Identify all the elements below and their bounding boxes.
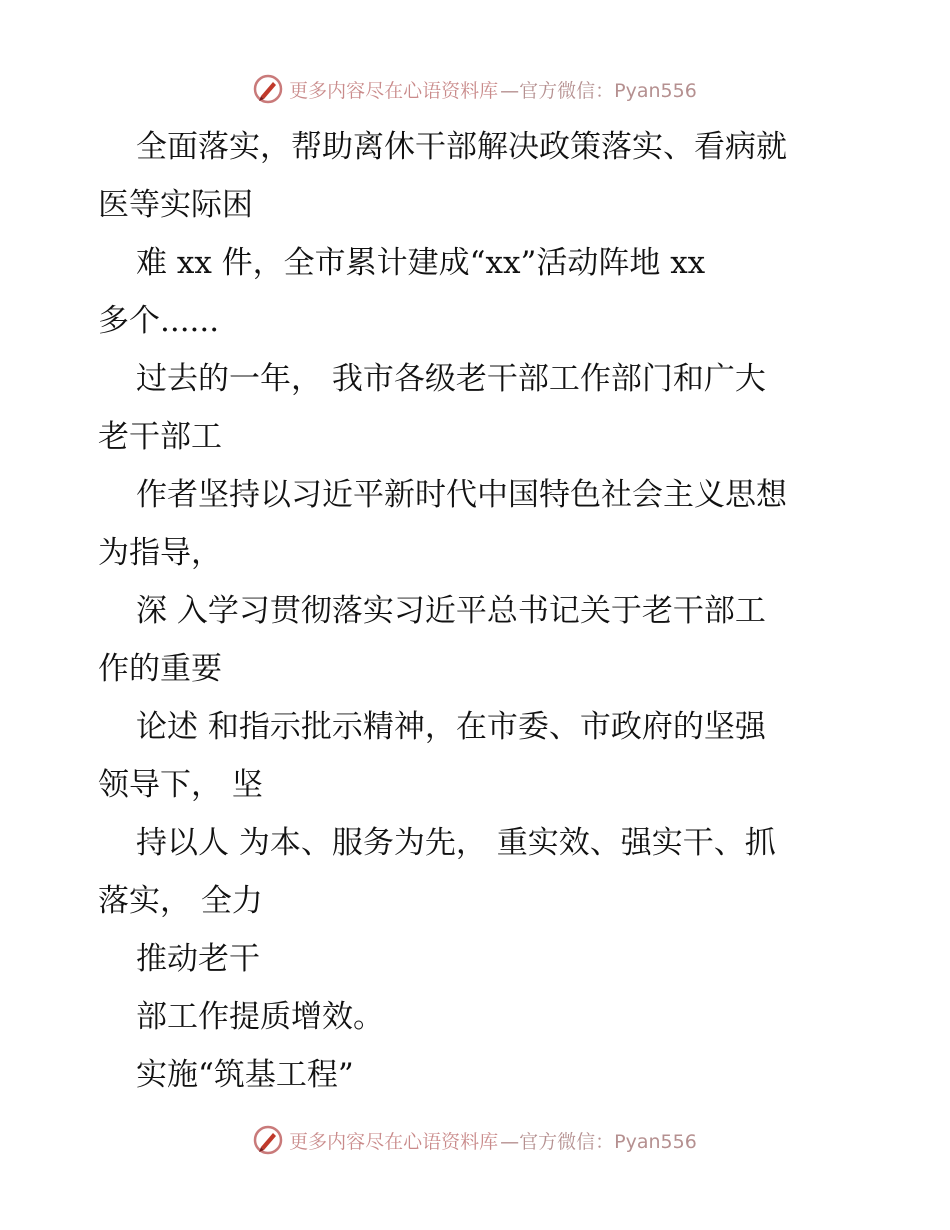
- paragraph-line: 过去的一年， 我市各级老干部工作部门和广大: [136, 361, 766, 397]
- document-body: [98, 118, 858, 1104]
- paragraph-line: 作的重要: [98, 651, 222, 687]
- pen-logo-icon: [253, 1125, 283, 1155]
- watermark-sub-text: —官方微信：Pyan556: [500, 79, 697, 102]
- paragraph-line: 深 入学习贯彻落实习近平总书记关于老干部工: [136, 593, 766, 629]
- paragraph-line: 推动老干: [136, 941, 260, 977]
- paragraph-line: 为指导，: [98, 535, 222, 571]
- paragraph-line: 医等实际困: [98, 187, 253, 223]
- pen-logo-icon: [253, 74, 283, 104]
- header-watermark: [0, 72, 950, 106]
- paragraph-line: 难 xx 件，全市累计建成“xx”活动阵地 xx: [136, 245, 706, 281]
- paragraph-line: 持以人 为本、服务为先， 重实效、强实干、抓: [136, 825, 776, 861]
- paragraph-line: 作者坚持以习近平新时代中国特色社会主义思想: [136, 477, 787, 513]
- watermark-main-text: 更多内容尽在心语资料库: [289, 79, 499, 102]
- paragraph-line: 领导下， 坚: [98, 767, 263, 803]
- paragraph-line: 多个......: [98, 303, 220, 339]
- watermark-sub-text: —官方微信：Pyan556: [500, 1130, 697, 1153]
- footer-watermark: [0, 1123, 950, 1157]
- paragraph-line: 全面落实，帮助离休干部解决政策落实、看病就: [136, 129, 787, 165]
- paragraph-line: 论述 和指示批示精神，在市委、市政府的坚强: [136, 709, 766, 745]
- paragraph-line: 部工作提质增效。: [136, 999, 384, 1035]
- paragraph-line: 实施“筑基工程”: [136, 1057, 354, 1093]
- watermark-main-text: 更多内容尽在心语资料库: [289, 1130, 499, 1153]
- paragraph-line: 落实， 全力: [98, 883, 263, 919]
- paragraph-line: 老干部工: [98, 419, 222, 455]
